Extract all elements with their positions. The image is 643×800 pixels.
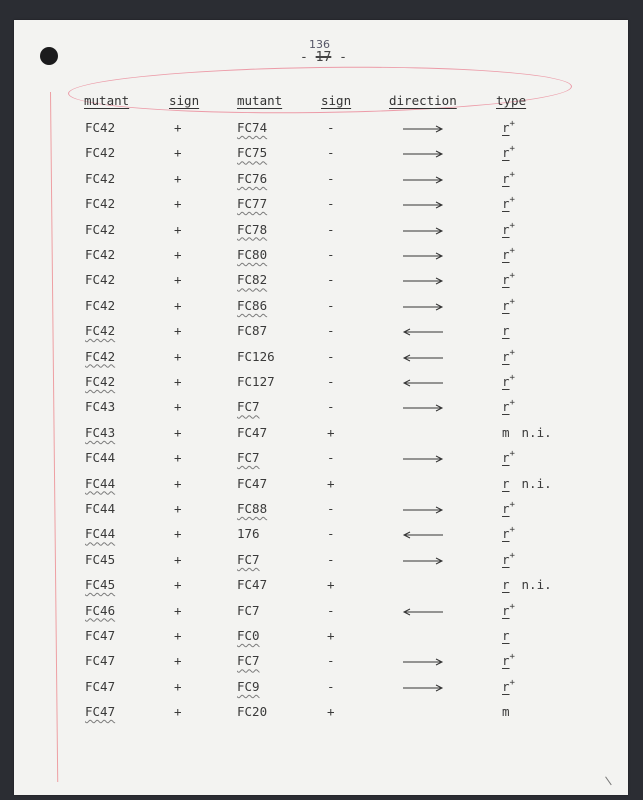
type-cell: [502, 577, 552, 592]
sign-1-cell: +: [174, 120, 182, 135]
mutant-2-cell: FC74: [237, 120, 268, 135]
sign-1-cell: +: [174, 526, 182, 542]
mutant-2-cell: FC7: [237, 653, 260, 669]
type-cell: [502, 323, 510, 338]
type-cell: [502, 349, 515, 364]
type-value: r: [502, 551, 510, 567]
type-value: r: [502, 450, 510, 466]
type-cell: [502, 374, 515, 389]
arrow-right-icon: [402, 276, 444, 286]
mutant-1-cell: FC42: [85, 145, 116, 161]
type-value: r: [502, 170, 510, 186]
type-superscript: +: [509, 246, 515, 256]
type-cell: [502, 399, 515, 414]
type-cell: [502, 704, 510, 719]
sign-2-cell: +: [327, 424, 335, 440]
arrow-right-icon: [402, 683, 444, 693]
page-number-dash-left: -: [300, 50, 308, 65]
sign-1-cell: +: [174, 628, 182, 643]
sign-2-cell: -: [327, 450, 335, 466]
sign-2-cell: -: [327, 323, 335, 339]
type-superscript: +: [509, 271, 515, 282]
header-type: type: [496, 93, 527, 108]
sign-2-cell: -: [327, 221, 335, 237]
mutant-1-cell: FC42: [85, 297, 116, 313]
arrow-right-icon: [402, 251, 444, 261]
punch-hole: [40, 47, 58, 65]
mutant-1-cell: FC47: [85, 653, 116, 669]
type-value: r: [502, 221, 510, 237]
type-value: r: [502, 475, 510, 491]
mutant-1-cell: FC43: [85, 424, 116, 440]
mutant-1-cell: FC45: [85, 577, 116, 593]
mutant-2-cell: FC7: [237, 551, 260, 567]
type-value: r: [502, 145, 510, 161]
sign-1-cell: +: [174, 221, 182, 237]
mutant-2-cell: FC47: [237, 475, 268, 491]
type-superscript: +: [509, 195, 515, 206]
sign-2-cell: -: [327, 678, 335, 694]
type-value: r: [502, 628, 510, 643]
type-superscript: +: [509, 220, 515, 231]
type-superscript: +: [509, 550, 515, 561]
type-value: r: [502, 374, 510, 389]
mutant-2-cell: FC86: [237, 297, 268, 313]
type-value: r: [502, 120, 510, 135]
sign-1-cell: +: [174, 145, 182, 161]
sign-1-cell: +: [174, 577, 182, 593]
arrow-left-icon: [402, 353, 444, 363]
mutant-2-cell: FC75: [237, 145, 268, 161]
type-value: r: [502, 196, 510, 212]
type-superscript: +: [509, 677, 515, 688]
type-superscript: +: [509, 169, 515, 180]
mutant-2-cell: FC77: [237, 196, 268, 212]
type-superscript: +: [509, 500, 515, 510]
sign-2-cell: -: [327, 526, 335, 542]
type-value: r: [502, 247, 510, 262]
sign-2-cell: -: [327, 399, 335, 415]
type-superscript: +: [509, 398, 515, 409]
mutant-2-cell: FC76: [237, 170, 268, 186]
type-cell: [502, 653, 515, 668]
type-value: r: [502, 602, 510, 618]
mutant-1-cell: FC44: [85, 475, 116, 491]
mutant-1-cell: FC42: [85, 272, 116, 288]
mutant-1-cell: FC44: [85, 450, 116, 466]
sign-2-cell: -: [327, 120, 335, 135]
type-value: r: [502, 678, 510, 694]
page-number-handwritten: 136: [309, 38, 330, 51]
sign-2-cell: -: [327, 145, 335, 161]
sign-1-cell: +: [174, 551, 182, 567]
arrow-left-icon: [402, 607, 444, 617]
arrow-left-icon: [402, 530, 444, 540]
type-superscript: +: [509, 144, 515, 155]
sign-2-cell: -: [327, 297, 335, 313]
type-cell: [502, 171, 515, 186]
type-note: n.i.: [521, 577, 552, 593]
type-cell: [502, 628, 510, 643]
sign-2-cell: -: [327, 653, 335, 669]
mutant-1-cell: FC43: [85, 399, 116, 415]
type-cell: [502, 476, 552, 491]
arrow-right-icon: [402, 454, 444, 464]
header-sign-2: sign: [321, 93, 352, 108]
sign-1-cell: +: [174, 704, 182, 720]
type-cell: [502, 450, 515, 465]
header-direction: direction: [389, 93, 457, 108]
sign-1-cell: +: [174, 297, 182, 313]
header-mutant-2: mutant: [237, 93, 283, 108]
sign-1-cell: +: [174, 450, 182, 466]
sign-1-cell: +: [174, 247, 182, 262]
sign-2-cell: +: [327, 628, 335, 643]
sign-1-cell: +: [174, 424, 182, 440]
type-cell: [502, 222, 515, 237]
type-cell: [502, 145, 515, 160]
type-superscript: +: [509, 373, 515, 383]
red-margin-line: [50, 92, 58, 782]
sign-2-cell: -: [327, 551, 335, 567]
mutant-1-cell: FC46: [85, 602, 116, 618]
type-superscript: +: [509, 119, 515, 129]
type-cell: [502, 120, 515, 135]
sign-2-cell: -: [327, 374, 335, 389]
mutant-2-cell: FC47: [237, 424, 268, 440]
sign-1-cell: +: [174, 475, 182, 491]
arrow-right-icon: [402, 403, 444, 413]
sign-2-cell: -: [327, 348, 335, 364]
mutant-1-cell: FC42: [85, 374, 116, 389]
type-value: r: [502, 323, 510, 339]
sign-1-cell: +: [174, 602, 182, 618]
type-cell: [502, 603, 515, 618]
page-number: [300, 50, 347, 65]
mutant-1-cell: FC44: [85, 526, 116, 542]
sign-2-cell: -: [327, 170, 335, 186]
type-note: n.i.: [521, 475, 552, 491]
arrow-right-icon: [402, 149, 444, 159]
mutant-1-cell: FC42: [85, 323, 116, 339]
type-superscript: +: [509, 601, 515, 612]
mutant-2-cell: FC127: [237, 374, 275, 389]
header-sign-1: sign: [169, 93, 200, 108]
mutant-2-cell: FC47: [237, 577, 268, 593]
arrow-right-icon: [402, 226, 444, 236]
sign-1-cell: +: [174, 653, 182, 669]
mutant-2-cell: FC20: [237, 704, 268, 720]
type-cell: [502, 526, 515, 541]
arrow-right-icon: [402, 302, 444, 312]
sign-1-cell: +: [174, 196, 182, 212]
mutant-1-cell: FC42: [85, 196, 116, 212]
sign-1-cell: +: [174, 399, 182, 415]
type-value: r: [502, 272, 510, 288]
type-value: r: [502, 399, 510, 415]
arrow-right-icon: [402, 175, 444, 185]
mutant-2-cell: FC7: [237, 399, 260, 415]
header-circle-annotation: [68, 63, 573, 116]
sign-1-cell: +: [174, 323, 182, 339]
arrow-left-icon: [402, 327, 444, 337]
sign-2-cell: -: [327, 247, 335, 262]
mutant-1-cell: FC47: [85, 678, 116, 694]
arrow-left-icon: [402, 378, 444, 388]
mutant-1-cell: FC47: [85, 704, 116, 720]
sign-1-cell: +: [174, 170, 182, 186]
type-value: r: [502, 297, 510, 313]
sign-2-cell: -: [327, 602, 335, 618]
type-value: m: [502, 704, 510, 720]
type-cell: [502, 272, 515, 287]
type-superscript: +: [509, 449, 515, 460]
arrow-right-icon: [402, 657, 444, 667]
type-value: m: [502, 424, 510, 440]
type-value: r: [502, 653, 510, 669]
type-cell: [502, 298, 515, 313]
mutant-1-cell: FC45: [85, 551, 116, 567]
sign-1-cell: +: [174, 374, 182, 389]
mutant-1-cell: FC44: [85, 501, 116, 516]
sign-2-cell: -: [327, 196, 335, 212]
type-superscript: +: [509, 525, 515, 536]
type-superscript: +: [509, 652, 515, 663]
type-cell: [502, 247, 515, 262]
mutant-2-cell: FC9: [237, 678, 260, 694]
arrow-right-icon: [402, 556, 444, 566]
type-superscript: +: [509, 296, 515, 307]
arrow-right-icon: [402, 505, 444, 515]
sign-2-cell: -: [327, 272, 335, 288]
sign-2-cell: +: [327, 475, 335, 491]
arrow-right-icon: [402, 200, 444, 210]
mutant-1-cell: FC42: [85, 221, 116, 237]
corner-mark: [605, 771, 620, 786]
type-superscript: +: [509, 347, 515, 358]
mutant-2-cell: FC0: [237, 628, 260, 643]
type-cell: [502, 501, 515, 516]
page-number-dash-right: -: [339, 50, 347, 65]
header-mutant-1: mutant: [84, 93, 130, 108]
mutant-2-cell: FC126: [237, 348, 275, 364]
mutant-2-cell: FC78: [237, 221, 268, 237]
mutant-2-cell: FC7: [237, 450, 260, 466]
type-note: n.i.: [521, 424, 552, 440]
mutant-2-cell: FC87: [237, 323, 268, 339]
mutant-2-cell: FC88: [237, 501, 268, 516]
type-cell: [502, 425, 552, 440]
mutant-2-cell: FC7: [237, 602, 260, 618]
sign-2-cell: -: [327, 501, 335, 516]
type-value: r: [502, 526, 510, 542]
sign-2-cell: +: [327, 704, 335, 720]
type-value: r: [502, 348, 510, 364]
mutant-1-cell: FC42: [85, 170, 116, 186]
sign-1-cell: +: [174, 272, 182, 288]
sign-1-cell: +: [174, 501, 182, 516]
type-value: r: [502, 501, 510, 516]
sign-1-cell: +: [174, 348, 182, 364]
mutant-1-cell: FC42: [85, 120, 116, 135]
paper-sheet: [14, 20, 628, 795]
type-cell: [502, 196, 515, 211]
mutant-2-cell: 176: [237, 526, 260, 542]
mutant-2-cell: FC80: [237, 247, 268, 262]
type-cell: [502, 552, 515, 567]
sign-1-cell: +: [174, 678, 182, 694]
page-number-struck: 17: [315, 50, 332, 65]
mutant-1-cell: FC47: [85, 628, 116, 643]
mutant-1-cell: FC42: [85, 247, 116, 262]
type-cell: [502, 679, 515, 694]
sign-2-cell: +: [327, 577, 335, 593]
type-value: r: [502, 577, 510, 593]
arrow-right-icon: [402, 124, 444, 134]
mutant-2-cell: FC82: [237, 272, 268, 288]
mutant-1-cell: FC42: [85, 348, 116, 364]
